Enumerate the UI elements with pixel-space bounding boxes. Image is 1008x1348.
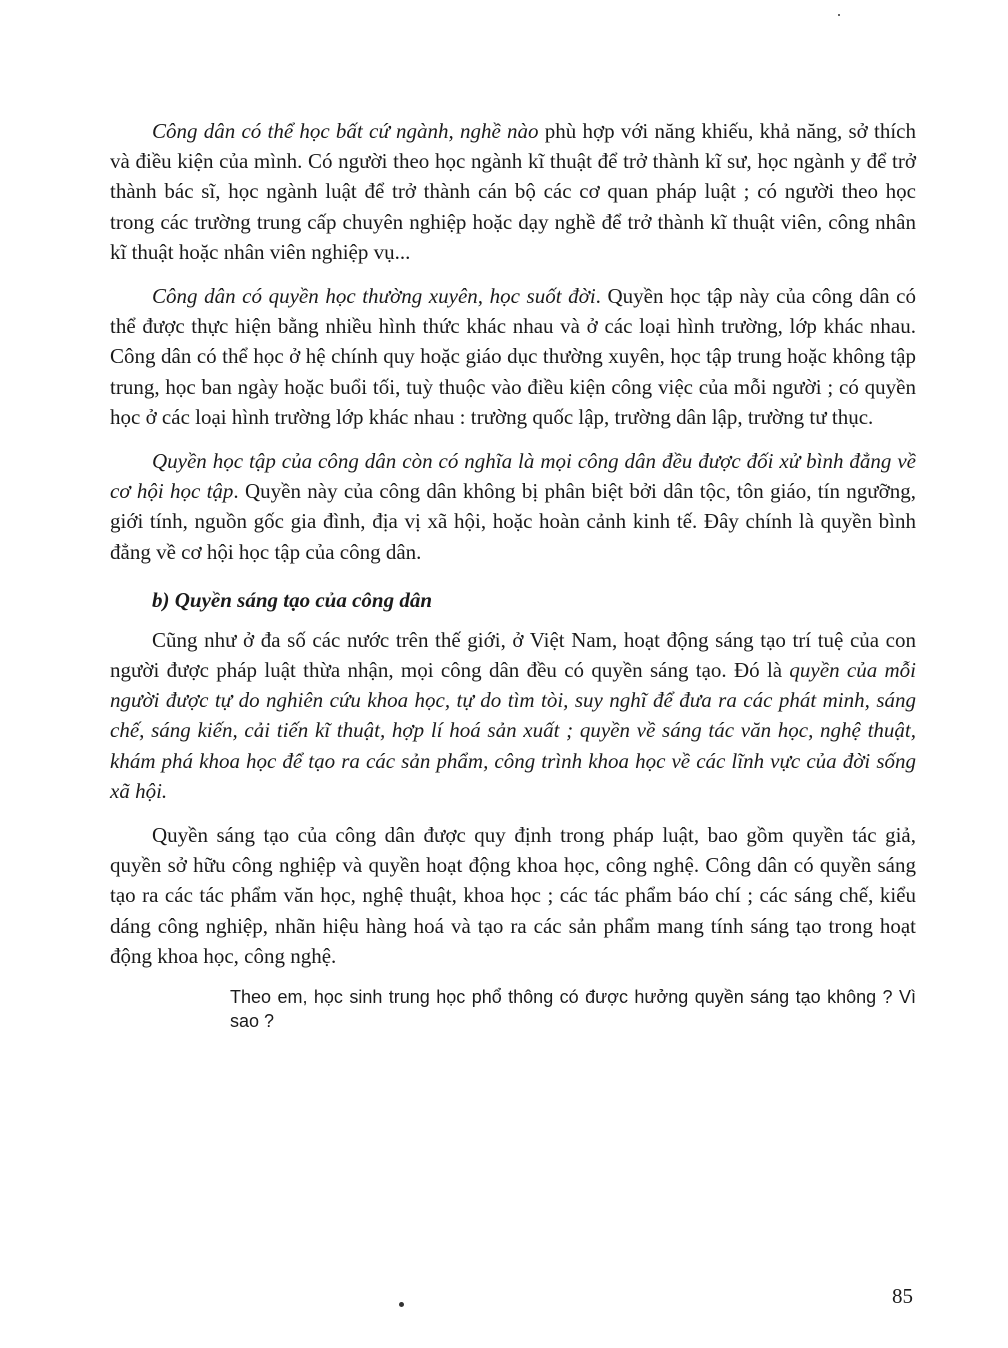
text: . Quyền học tập này của công dân có thể được thực hiện bằng nhiều hình thức khác nhau và ở các loại hình trường, lớp khác nhau. Công dân có thể học ở hệ chính quy hoặc giáo dục thường xuyên, học tập trung hoặc không tập trung, học ban ngày hoặc buổi tối, tuỳ thuộc vào điều kiện công việc của mỗi người ; có quyền học ở các loại hình trường lớp khác nhau : trường quốc lập, trường dân lập, trường tư thục.	[110, 284, 916, 429]
discussion-question: Theo em, học sinh trung học phổ thông có được hưởng quyền sáng tạo không ? Vì sao ?	[230, 987, 916, 1032]
page-number: 85	[892, 1284, 913, 1308]
paragraph	[110, 625, 916, 806]
italic-text: Công dân có thể học bất cứ ngành, nghề nào	[152, 119, 539, 143]
page-body	[110, 116, 916, 1033]
paragraphs-section-a	[110, 116, 916, 567]
text: Quyền sáng tạo của công dân được quy định trong pháp luật, bao gồm quyền tác giả, quyền sở hữu công nghiệp và quyền hoạt động khoa học, công nghệ. Công dân có quyền sáng tạo ra các tác phẩm văn học, nghệ thuật, khoa học ; các tác phẩm báo chí ; các sáng chế, kiểu dáng công nghiệp, nhãn hiệu hàng hoá và tạo ra các sản phẩm mang tính sáng tạo trong hoạt động khoa học, công nghệ.	[110, 823, 916, 968]
italic-text: Công dân có quyền học thường xuyên, học suốt đời	[152, 284, 596, 309]
section-heading: b) Quyền sáng tạo của công dân	[152, 587, 433, 612]
italic-text: quyền của mỗi người được tự do nghiên cứu khoa học, tự do tìm tòi, suy nghĩ để đưa ra các phát minh, sáng chế, sáng kiến, cải tiến kĩ thuật, hợp lí hoá sản xuất ; quyền về sáng tác văn học, nghệ thuật, khám phá khoa học để tạo ra các sản phẩm, công trình khoa học về các lĩnh vực của đời sống xã hội.	[110, 658, 916, 803]
paragraph	[110, 820, 916, 971]
italic-text: Quyền học tập của công dân còn có nghĩa là mọi công dân đều được đối xử bình đẳng về cơ hội học tập	[110, 449, 916, 504]
paragraph	[110, 116, 916, 267]
text: Cũng như ở đa số các nước trên thế giới, ở Việt Nam, hoạt động sáng tạo trí tuệ của con người được pháp luật thừa nhận, mọi công dân đều có quyền sáng tạo. Đó là	[110, 627, 916, 683]
text: phù hợp với năng khiếu, khả năng, sở thích và điều kiện của mình. Có người theo học ngành kĩ thuật để trở thành kĩ sư, học ngành y để trở thành bác sĩ, học ngành luật để trở thành cán bộ các cơ quan pháp luật ; có người theo học trong các trường trung cấp chuyên nghiệp hoặc dạy nghề để trở thành kĩ thuật viên, công nhân kĩ thuật hoặc nhân viên nghiệp vụ...	[110, 119, 916, 264]
text: . Quyền này của công dân không bị phân biệt bởi dân tộc, tôn giáo, tín ngưỡng, giới tính, nguồn gốc gia đình, địa vị xã hội, hoặc hoàn cảnh kinh tế. Đây chính là quyền bình đẳng về cơ hội học tập của công dân.	[110, 479, 916, 564]
scan-speck	[838, 14, 840, 16]
paragraphs-section-b	[110, 625, 916, 971]
scan-speck	[399, 1302, 404, 1307]
paragraph	[110, 446, 916, 567]
paragraph	[110, 281, 916, 432]
